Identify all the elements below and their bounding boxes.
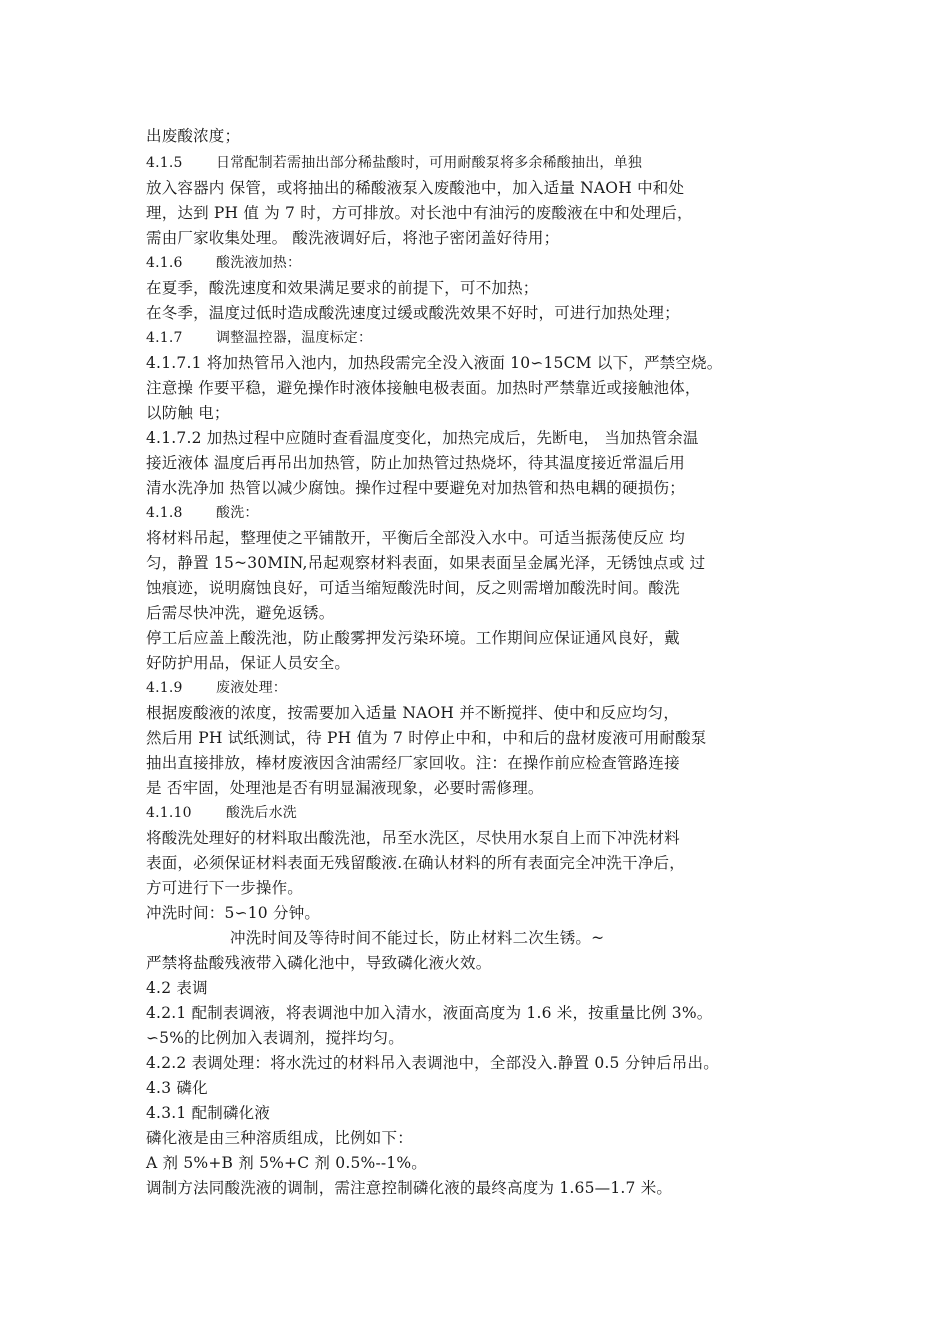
text-line: 放入容器内 保管，或将抽出的稀酸液泵入废酸池中，加入适量 NAOH 中和处 — [146, 179, 685, 197]
text-line: 在冬季，温度过低时造成酸洗速度过缓或酸洗效果不好时，可进行加热处理； — [146, 304, 680, 322]
section-text: 日常配制若需抽出部分稀盐酸时，可用耐酸泵将多余稀酸抽出，单独 — [216, 155, 642, 171]
text-line: 严禁将盐酸残液带入磷化池中，导致磷化液火效。 — [146, 954, 492, 972]
text-line: 然后用 PH 试纸测试，待 PH 值为 7 时停止中和，中和后的盘材废液可用耐酸泵 — [146, 729, 707, 747]
section-heading-4-2: 4.2 表调 — [146, 979, 208, 997]
section-number: 4.1.5 — [146, 155, 183, 171]
text-line: 需由厂家收集处理。 酸洗液调好后，将池子密闭盖好待用； — [146, 229, 560, 247]
text-line: ∽5%的比例加入表调剂，搅拌均匀。 — [146, 1029, 404, 1047]
text-line: A 剂 5%+B 剂 5%+C 剂 0.5%--1%。 — [146, 1154, 428, 1172]
text-line: 清水洗净加 热管以减少腐蚀。操作过程中要避免对加热管和热电耦的硬损伤； — [146, 479, 685, 497]
text-line: 理，达到 PH 值 为 7 时，方可排放。对长池中有油污的废酸液在中和处理后， — [146, 204, 693, 222]
section-text: 酸洗后水洗 — [226, 805, 297, 821]
text-line: 冲洗时间：5∽10 分钟。 — [146, 904, 321, 922]
text-line: 蚀痕迹，说明腐蚀良好，可适当缩短酸洗时间，反之则需增加酸洗时间。酸洗 — [146, 579, 680, 597]
text-line: 4.2.1 配制表调液，将表调池中加入清水，液面高度为 1.6 米，按重量比例 3%。 — [146, 1004, 713, 1022]
section-heading-4-1-5 — [146, 152, 642, 174]
text-line: 匀，静置 15~30MIN,吊起观察材料表面，如果表面呈金属光泽，无锈蚀点或 过 — [146, 554, 706, 572]
text-line: 注意操 作要平稳，避免操作时液体接触电极表面。加热时严禁靠近或接触池体， — [146, 379, 701, 397]
section-number: 4.1.8 — [146, 505, 183, 521]
text-line: 将酸洗处理好的材料取出酸洗池，吊至水洗区，尽快用水泵自上而下冲洗材料 — [146, 829, 680, 847]
section-text: 废液处理： — [216, 680, 287, 696]
section-number: 4.1.7 — [146, 330, 183, 346]
text-line: 方可进行下一步操作。 — [146, 879, 304, 897]
text-line: 出废酸浓度； — [146, 127, 241, 145]
text-line: 停工后应盖上酸洗池，防止酸雾押发污染环境。工作期间应保证通风良好，戴 — [146, 629, 680, 647]
section-number: 4.1.9 — [146, 680, 183, 696]
text-line: 表面，必须保证材料表面无残留酸液.在确认材料的所有表面完全冲洗干净后， — [146, 854, 685, 872]
section-heading-4-1-10 — [146, 802, 297, 824]
text-line: 在夏季，酸洗速度和效果满足要求的前提下，可不加热； — [146, 279, 539, 297]
text-line: 根据废酸液的浓度，按需要加入适量 NAOH 并不断搅拌、使中和反应均匀， — [146, 704, 680, 722]
text-line: 好防护用品，保证人员安全。 — [146, 654, 351, 672]
section-heading-4-1-6 — [146, 252, 301, 274]
text-line: 4.2.2 表调处理：将水洗过的材料吊入表调池中，全部没入.静置 0.5 分钟后吊出。 — [146, 1054, 719, 1072]
section-heading-4-1-9 — [146, 677, 287, 699]
section-text: 调整温控器，温度标定： — [216, 330, 373, 346]
text-line: 4.3.1 配制磷化液 — [146, 1104, 271, 1122]
text-line: 调制方法同酸洗液的调制，需注意控制磷化液的最终高度为 1.65—1.7 米。 — [146, 1179, 673, 1197]
section-text: 酸洗： — [216, 505, 259, 521]
text-line: 4.1.7.2 加热过程中应随时查看温度变化，加热完成后，先断电， 当加热管余温 — [146, 429, 699, 447]
text-line: 接近液体 温度后再吊出加热管，防止加热管过热烧坏，待其温度接近常温后用 — [146, 454, 685, 472]
text-line: 4.1.7.1 将加热管吊入池内，加热段需完全没入液面 10∽15CM 以下，严禁空烧。 — [146, 354, 723, 372]
text-line: 冲洗时间及等待时间不能过长，防止材料二次生锈。~ — [230, 929, 605, 947]
text-line: 磷化液是由三种溶质组成，比例如下： — [146, 1129, 413, 1147]
text-line: 以防触 电； — [146, 404, 230, 422]
section-heading-4-3: 4.3 磷化 — [146, 1079, 208, 1097]
section-number: 4.1.10 — [146, 805, 192, 821]
text-line: 将材料吊起，整理使之平铺散开，平衡后全部没入水中。可适当振荡使反应 均 — [146, 529, 685, 547]
text-line: 是 否牢固，处理池是否有明显漏液现象，必要时需修理。 — [146, 779, 544, 797]
section-heading-4-1-8 — [146, 502, 259, 524]
section-text: 酸洗液加热： — [216, 255, 302, 271]
text-line: 抽出直接排放，棒材废液因含油需经厂家回收。注：在操作前应检查管路连接 — [146, 754, 680, 772]
section-heading-4-1-7 — [146, 327, 372, 349]
section-number: 4.1.6 — [146, 255, 183, 271]
text-line: 后需尽快冲洗，避免返锈。 — [146, 604, 335, 622]
